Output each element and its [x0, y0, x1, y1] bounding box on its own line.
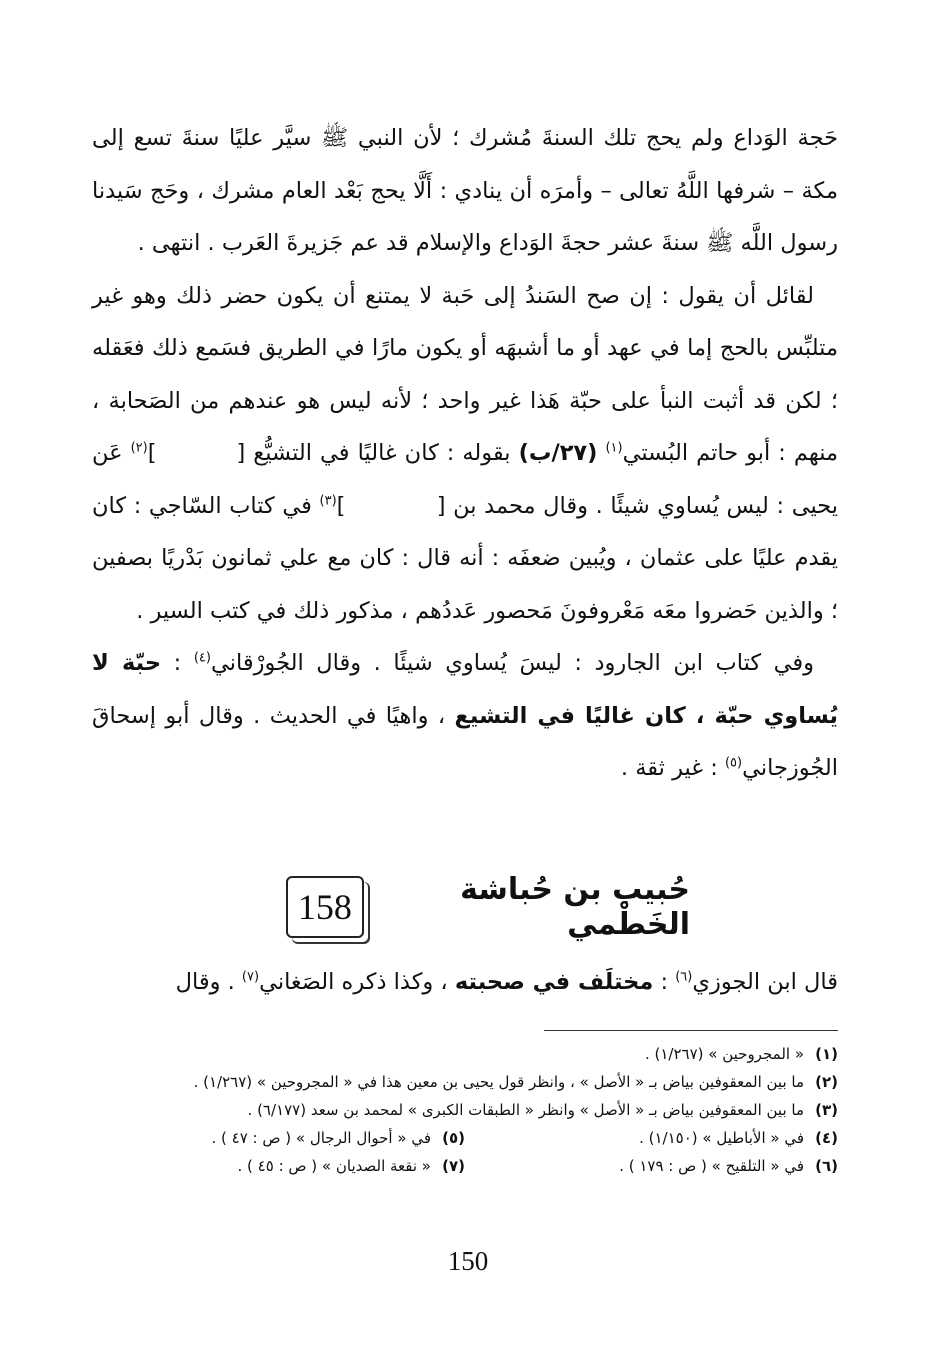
text-line: :: [660, 969, 669, 995]
footnote-number: (٣): [815, 1101, 838, 1119]
text-line: عندهم من الصَحابة ، منهم : أبو حاتم البُستي: [92, 387, 839, 466]
footnote-text: في « الأباطيل » (١/١٥٠) .: [639, 1129, 804, 1147]
footnote-number: (١): [815, 1045, 838, 1063]
footnote-separator: [544, 1030, 838, 1031]
footnote-row: [92, 1040, 838, 1068]
footnote-ref[interactable]: (٢): [130, 440, 148, 456]
text-line: قال ابن الجوزي: [692, 969, 838, 995]
text-line: في كتاب السّاجي : كان يقدم عليًا على عثمان ، ويُبين: [92, 492, 838, 571]
text-line: بقوله : كان غاليًا: [357, 440, 511, 466]
footnote-ref[interactable]: (٦): [675, 969, 693, 985]
footnote-ref[interactable]: (١): [605, 440, 623, 456]
footnote-ref[interactable]: (٤): [193, 650, 211, 666]
bold-quote: مختلَف في صحبته: [454, 969, 654, 995]
footnote-text: ما بين المعقوفين بياض بـ « الأصل » ، وانظر قول يحيى بن معين هذا في « المجروحين » (١/٢٦٧) .: [193, 1073, 804, 1091]
bracket: ]: [336, 492, 346, 519]
footnote-number: (٦): [815, 1157, 838, 1175]
footnote-row: [92, 1124, 838, 1152]
footnote-1: [645, 1045, 838, 1063]
entry-heading: [270, 872, 690, 942]
text-line: عَن يحيى : ليس يُساوي شيئًا . وقال محمد بن: [92, 440, 839, 519]
paragraph-3: [92, 637, 838, 795]
footnote-7: [92, 1157, 465, 1175]
paragraph-2: [92, 270, 838, 638]
footnote-row: [92, 1152, 838, 1180]
page-number: 150: [447, 1246, 489, 1276]
bracket: [: [436, 492, 446, 519]
text-line: حَجة الوَداع ولم يحج تلك السنةَ مُشرك ؛ لأن النبي ﷺ سيَّر عليًا سنةَ تسع: [133, 125, 839, 151]
text-line: :: [173, 650, 182, 676]
footnote-number: (٤): [815, 1129, 838, 1147]
footnote-number: (٢): [815, 1073, 838, 1091]
text-line: ، واهيًا في الحديث . وقال أبو إسحاقَ: [92, 702, 446, 729]
text-line: ذلك فعَقله ؛ لكن قد أثبت النبأ على حبّة هَذا غير واحد ؛ لأنه ليس هو: [92, 335, 838, 414]
footnote-2: [194, 1073, 838, 1091]
paragraph-1: [92, 112, 838, 270]
footnote-ref[interactable]: (٥): [724, 755, 743, 771]
entry-text: [92, 956, 838, 1008]
footnote-number: (٥): [442, 1129, 465, 1147]
text-line: ضعفَه : أنه قال : كان مع علي ثمانون بَدْريًا بصفين ؛ والذين حَضروا معَه: [92, 545, 838, 624]
entry-title: حُبيب بن حُباشة الخَطْمي: [460, 872, 690, 942]
footnote-3: [248, 1101, 838, 1119]
footnotes: [92, 1040, 838, 1180]
footnote-text: « المجروحين » (١/٢٦٧) .: [644, 1045, 804, 1063]
text-line: : غير ثقة .: [620, 755, 718, 781]
main-text: [92, 112, 838, 795]
text-line: وفي كتاب ابن الجارود : ليسَ يُساوي شيئًا . وقال الجُورْقاني: [210, 650, 815, 676]
footnote-ref[interactable]: (٧): [241, 969, 260, 985]
footnote-6: [465, 1157, 838, 1175]
folio-ref: (٢٧/ب): [518, 440, 598, 466]
footnote-row: [92, 1096, 838, 1124]
footnote-text: ما بين المعقوفين بياض بـ « الأصل » وانظر « الطبقات الكبرى » لمحمد بن سعد (٦/١٧٧) .: [247, 1101, 804, 1119]
footnote-4: [465, 1129, 838, 1147]
footnote-row: [92, 1068, 838, 1096]
footnote-ref[interactable]: (٣): [319, 493, 337, 508]
text-line: إلى مكة – شرفها اللَّهُ تعالى – وأمرَه أن ينادي : أَلَّا يحج بَعْد العام مشرك ،: [92, 125, 838, 204]
bold-quote: حبّة لا يُساوي حبّة ، كان غاليًا في التشيع: [92, 650, 839, 729]
text-line: العَرب . انتهى .: [137, 230, 280, 256]
text-line: الجُوزجاني: [742, 755, 838, 781]
text-line: وحَج سَيدنا رسول اللَّه ﷺ سنةَ عشر حجةَ الوَداع والإسلام قد عم جَزيرةَ: [92, 177, 838, 256]
footnote-number: (٧): [442, 1157, 465, 1175]
entry-number-box: 158: [286, 876, 364, 938]
footnote-text: في « أحوال الرجال » ( ص : ٤٧ ) .: [211, 1129, 431, 1147]
footnote-5: [92, 1129, 465, 1147]
footnote-text: في « التلقيح » ( ص : ١٧٩ ) .: [619, 1157, 804, 1175]
text-line: . وقال: [175, 969, 235, 995]
text-line: غير متلبِّس بالحج إما في عهد أو ما أشبهَه أو يكون مارًا في الطريق فسَمع: [92, 282, 838, 361]
text-line: ، وكذا ذكره الصَغاني: [259, 969, 448, 995]
bracket: ]: [147, 440, 157, 466]
text-line: مَعْروفونَ مَحصور عَددُهم ، مذكور ذلك في كتب السير .: [136, 597, 646, 624]
text-line: في التشيُّع [: [236, 440, 350, 466]
footnote-text: « نقعة الصديان » ( ص : ٤٥ ) .: [237, 1157, 431, 1175]
text-line: لقائل أن يقول : إن صح السَندُ إلى حَبة لا يمتنع أن يكون حضر ذلك وهو: [132, 282, 815, 309]
